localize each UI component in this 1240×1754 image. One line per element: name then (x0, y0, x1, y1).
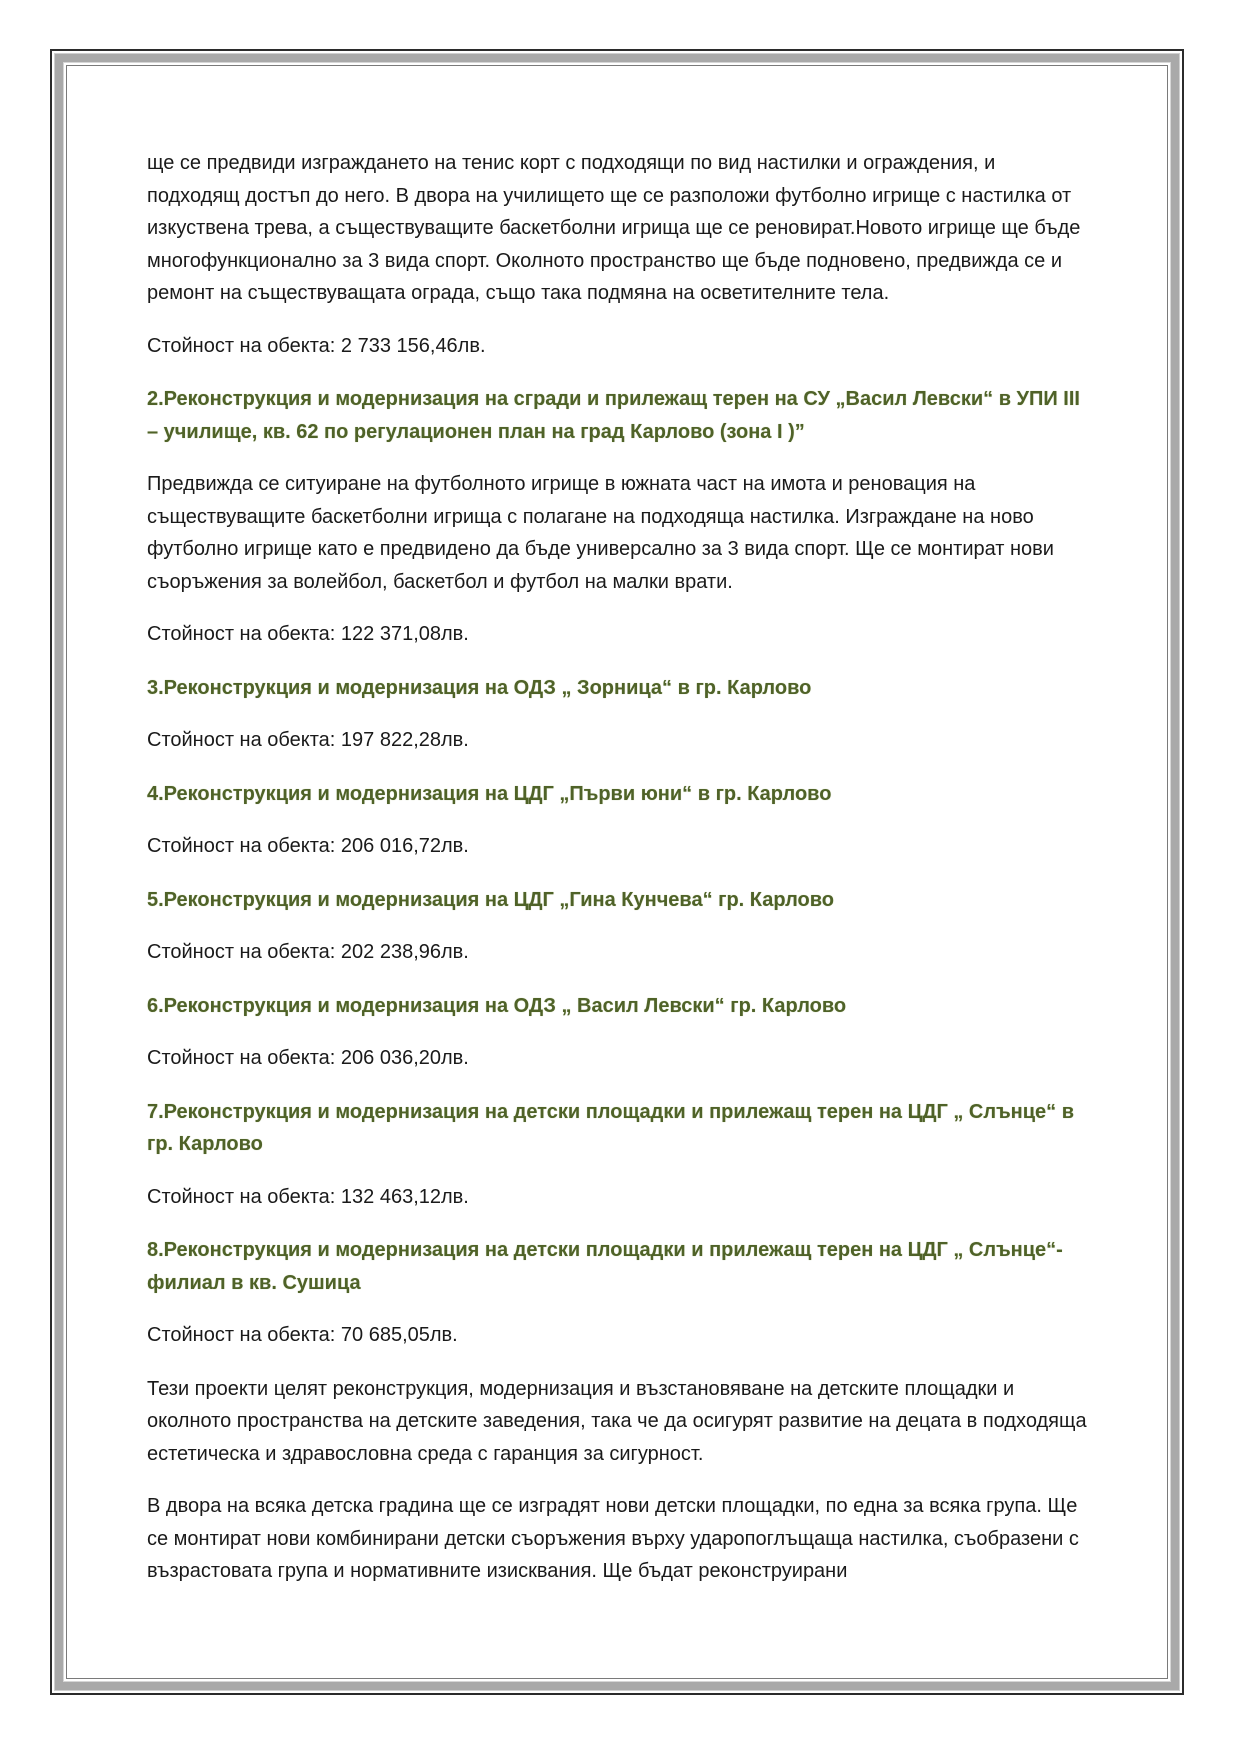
intro-paragraph: ще се предвиди изграждането на тенис корт с подходящи по вид настилки и ограждения, и подходящ достъп до него. В двора на училището ще се разположи футболно игрище с настилка от изкуствена трева, а съществуващите баскетболни игрища ще се реновират.Новото игрище ще бъде многофункционално за 3 вида спорт. Околното пространство ще бъде подновено, предвижда се и ремонт на съществуващата ограда, също така подмяна на осветителните тела. (147, 152, 1081, 304)
section-cost-4: Стойност на обекта: 206 016,72лв. (147, 835, 469, 857)
section-description-2: Предвижда се ситуиране на футболното игрище в южната част на имота и реновация на съществуващите баскетболни игрища с полагане на подходяща настилка. Изграждане на ново футболно игрище като е предвидено да бъде универсално за 3 вида спорт. Ще се монтират нови съоръжения за волейбол, баскетбол и футбол на малки врати. (147, 473, 1054, 593)
closing-paragraph-2: В двора на всяка детска градина ще се изградят нови детски площадки, по една за всяка група. Ще се монтират нови комбинирани детски съоръжения върху ударопоглъщаща настилка, съобразени с възрастовата група и нормативните изисквания. Ще бъдат реконструирани (147, 1495, 1079, 1582)
section-cost-5: Стойност на обекта: 202 238,96лв. (147, 941, 469, 963)
section-heading-4: 4.Реконструкция и модернизация на ЦДГ „Първи юни“ в гр. Карлово (147, 782, 832, 805)
closing-paragraph-1: Тези проекти целят реконструкция, модернизация и възстановяване на детските площадки и околното пространства на детските заведения, така че да осигурят развитие на децата в подходяща естетическа и здравословна среда с гаранция за сигурност. (147, 1377, 1087, 1465)
section-heading-7: 7.Реконструкция и модернизация на детски площадки и прилежащ терен на ЦДГ „ Слънце“ в гр. Карлово (147, 1100, 1075, 1155)
section-cost-7: Стойност на обекта: 132 463,12лв. (147, 1185, 469, 1208)
section-cost-3: Стойност на обекта: 197 822,28лв. (147, 729, 469, 751)
section-cost-6: Стойност на обекта: 206 036,20лв. (147, 1047, 469, 1069)
section-heading-8: 8.Реконструкция и модернизация на детски площадки и прилежащ терен на ЦДГ „ Слънце“- филиал в кв. Сушица (147, 1239, 1063, 1294)
section-heading-5: 5.Реконструкция и модернизация на ЦДГ „Гина Кунчева“ гр. Карлово (147, 888, 834, 911)
section-heading-2: 2.Реконструкция и модернизация на сгради и прилежащ терен на СУ „Васил Левски“ в УПИ III – училище, кв. 62 по регулационен план на град Карлово (зона I )” (147, 388, 1080, 443)
section-heading-3: 3.Реконструкция и модернизация на ОДЗ „ Зорница“ в гр. Карлово (147, 676, 812, 699)
section-cost-8: Стойност на обекта: 70 685,05лв. (147, 1324, 458, 1346)
document-body (147, 147, 1092, 1608)
section-heading-6: 6.Реконструкция и модернизация на ОДЗ „ Васил Левски“ гр. Карлово (147, 994, 847, 1017)
intro-cost: Стойност на обекта: 2 733 156,46лв. (147, 334, 486, 357)
section-cost-2: Стойност на обекта: 122 371,08лв. (147, 623, 469, 645)
